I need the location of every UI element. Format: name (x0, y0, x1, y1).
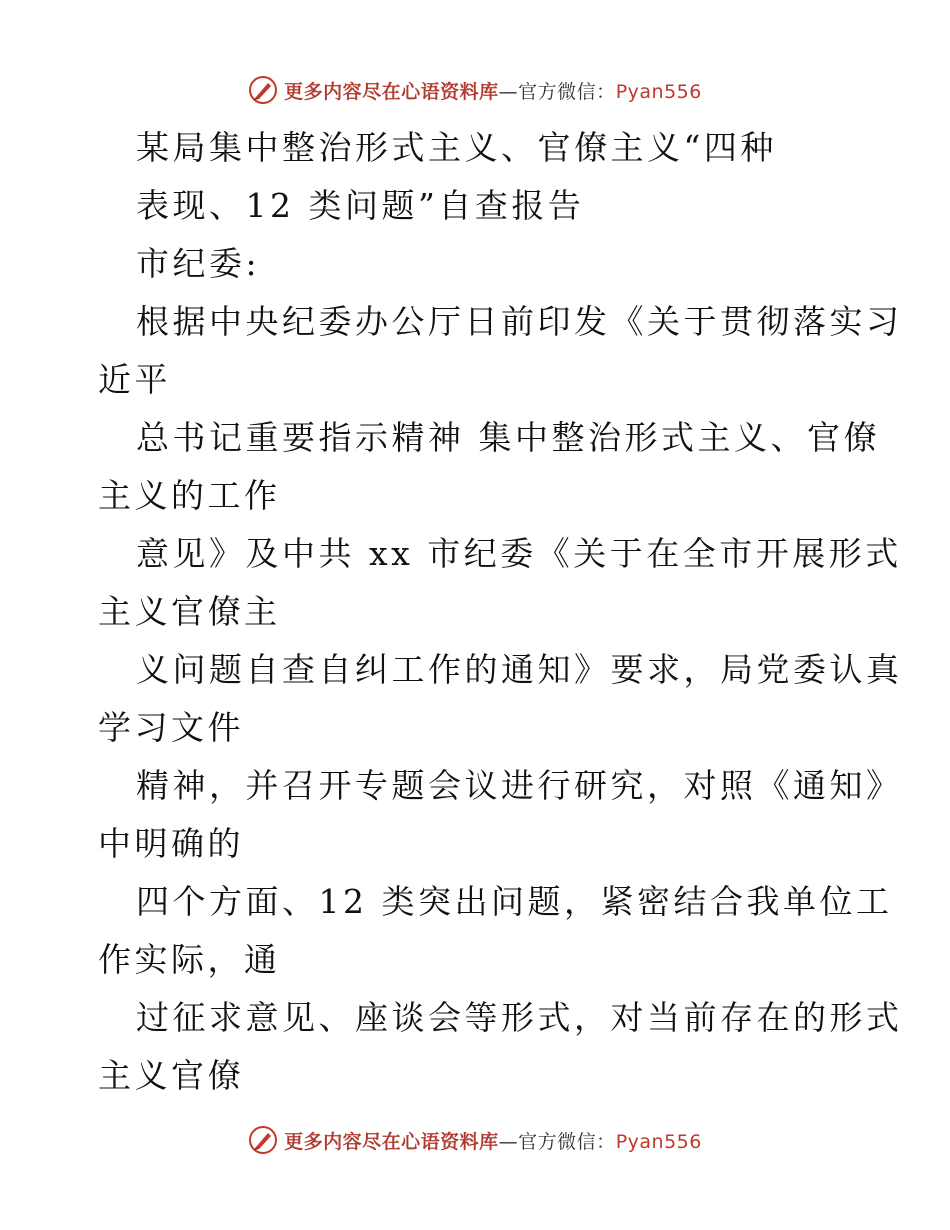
doc-paragraph-line: 学习文件 (98, 708, 244, 747)
doc-paragraph-line: 作实际，通 (98, 940, 281, 979)
doc-paragraph-line: 精神，并召开专题会议进行研究，对照《通知》 (136, 766, 903, 805)
banner-wechat-label: 官方微信： (518, 1130, 616, 1153)
doc-paragraph-line: 近平 (98, 360, 171, 399)
banner-dash: — (498, 1130, 519, 1153)
doc-paragraph-line: 四个方面、12 类突出问题，紧密结合我单位工 (136, 882, 893, 921)
doc-paragraph-line: 意见》及中共 xx 市纪委《关于在全市开展形式 (136, 534, 902, 573)
pen-quill-icon (248, 75, 278, 105)
doc-paragraph-line: 中明确的 (98, 824, 244, 863)
doc-paragraph-line: 过征求意见、座谈会等形式，对当前存在的形式 (136, 998, 903, 1037)
banner-wechat-id: Pyan556 (615, 80, 702, 103)
banner-text (284, 77, 702, 104)
doc-salutation: 市纪委: (136, 244, 261, 283)
banner-dash: — (498, 80, 519, 103)
doc-paragraph-line: 总书记重要指示精神 集中整治形式主义、官僚 (136, 418, 880, 457)
doc-title-line-2: 表现、12 类问题”自查报告 (136, 186, 585, 225)
doc-paragraph-line: 主义官僚主 (98, 592, 281, 631)
header-banner (0, 70, 950, 110)
banner-main: 更多内容尽在心语资料库 (284, 80, 499, 103)
doc-paragraph-line: 主义的工作 (98, 476, 281, 515)
doc-title-line-1: 某局集中整治形式主义、官僚主义“四种 (136, 128, 777, 167)
doc-paragraph-line: 根据中央纪委办公厅日前印发《关于贯彻落实习 (136, 302, 903, 341)
doc-paragraph-line: 义问题自查自纠工作的通知》要求，局党委认真 (136, 650, 903, 689)
banner-wechat-label: 官方微信： (518, 80, 616, 103)
pen-quill-icon (248, 1125, 278, 1155)
banner-wechat-id: Pyan556 (615, 1130, 702, 1153)
banner-text (284, 1127, 702, 1154)
doc-paragraph-line: 主义官僚 (98, 1056, 244, 1095)
banner-main: 更多内容尽在心语资料库 (284, 1130, 499, 1153)
footer-banner (0, 1120, 950, 1160)
